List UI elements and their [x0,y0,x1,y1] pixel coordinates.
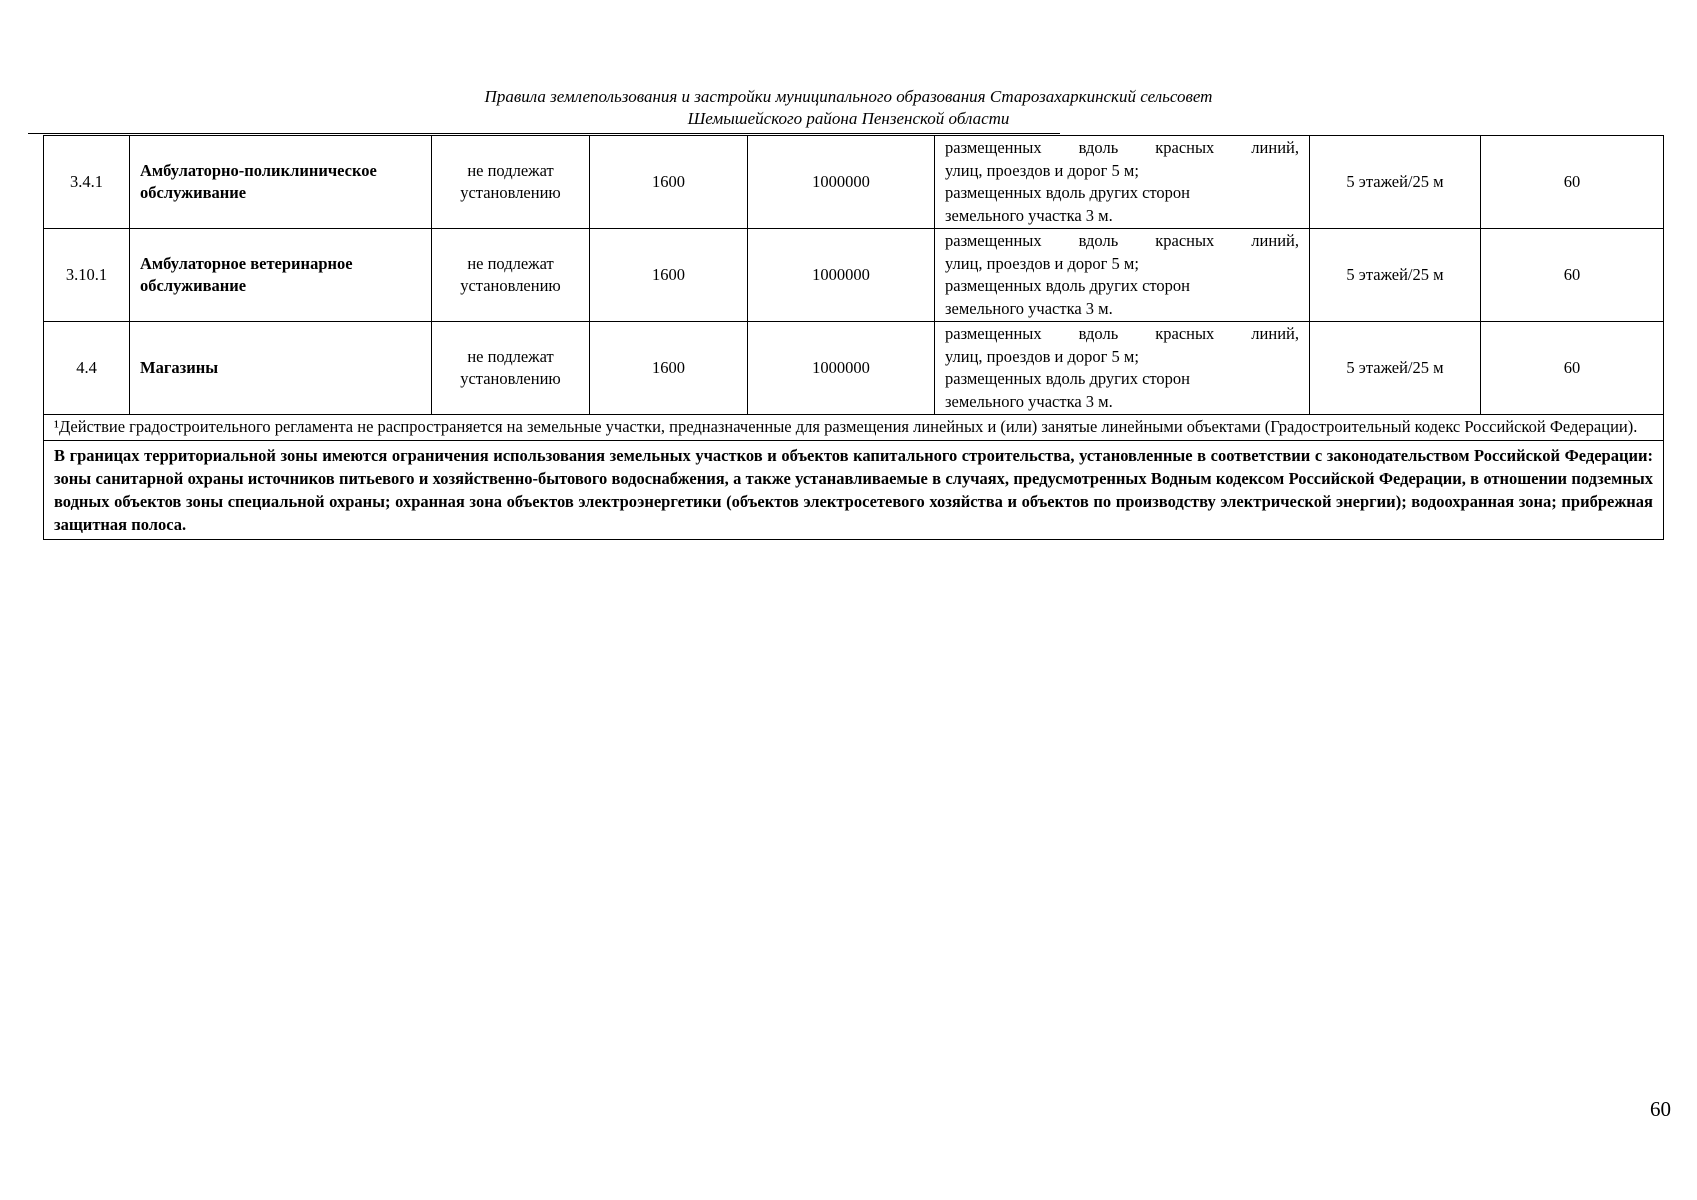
setback-line: размещенных вдоль красных линий, [945,324,1299,343]
min-area-cell: 1600 [590,229,748,322]
table-row [44,322,1664,415]
min-area-cell: 1600 [590,136,748,229]
footnote-cell [44,415,1664,441]
table-row [44,229,1664,322]
footnote-text: Действие градостроительного регламента не распространяется на земельные участки, предназначенные для размещения линейных и (или) занятые линейными объектами (Градостроительный кодекс Российской Федерации). [58,417,1638,436]
table-row [44,136,1664,229]
setback-line: улиц, проездов и дорог 5 м; [945,160,1139,180]
vri-name-cell: Амбулаторное ветеринарное обслуживание [130,229,432,322]
header-rule [28,133,1060,134]
min-area-cell: 1600 [590,322,748,415]
vri-code-cell: 4.4 [44,322,130,415]
setback-cell [935,136,1310,229]
setback-line: земельного участка 3 м. [945,205,1113,225]
restrictions-cell: В границах территориальной зоны имеются ограничения использования земельных участков и объектов капитального строительства, установленные в соответствии с законодательством Российской Федерации: зоны санитарной охраны источников питьевого и хозяйственно-бытового водоснабжения, а также устанавливаемые в случаях, предусмотренных Водным кодексом Российской Федерации, в отношении подземных водных объектов зоны специальной охраны; охранная зона объектов электроэнергетики (объектов электросетевого хозяйства и объектов по производству электрической энергии); водоохранная зона; прибрежная защитная полоса. [44,441,1664,540]
coverage-cell: 60 [1481,136,1664,229]
setback-line: земельного участка 3 м. [945,391,1113,411]
page-number: 60 [1650,1097,1671,1121]
setback-line: улиц, проездов и дорог 5 м; [945,253,1139,273]
setback-line: размещенных вдоль других сторон [945,369,1191,388]
setback-line: земельного участка 3 м. [945,298,1113,318]
running-header-line2: Шемышейского района Пензенской области [687,109,1010,128]
vri-code-cell: 3.10.1 [44,229,130,322]
height-cell: 5 этажей/25 м [1310,136,1481,229]
max-area-cell: 1000000 [748,322,935,415]
running-header-line1: Правила землепользования и застройки муниципального образования Старозахаркинский сельсовет [484,87,1213,106]
setback-cell [935,229,1310,322]
setback-line: размещенных вдоль красных линий, [945,231,1299,250]
running-header [0,86,1697,130]
max-area-cell: 1000000 [748,229,935,322]
setback-line: размещенных вдоль красных линий, [945,138,1299,157]
coverage-cell: 60 [1481,322,1664,415]
area-limit-cell: не подлежат установлению [432,229,590,322]
restrictions-row [44,441,1664,540]
height-cell: 5 этажей/25 м [1310,322,1481,415]
setback-cell [935,322,1310,415]
area-limit-cell: не подлежат установлению [432,136,590,229]
height-cell: 5 этажей/25 м [1310,229,1481,322]
setback-line: размещенных вдоль других сторон [945,183,1191,202]
vri-code-cell: 3.4.1 [44,136,130,229]
footnote-row [44,415,1664,441]
setback-line: улиц, проездов и дорог 5 м; [945,346,1139,366]
vri-name-cell: Амбулаторно-поликлиническое обслуживание [130,136,432,229]
setback-line: размещенных вдоль других сторон [945,276,1191,295]
max-area-cell: 1000000 [748,136,935,229]
area-limit-cell: не подлежат установлению [432,322,590,415]
vri-name-cell: Магазины [130,322,432,415]
footnote-mark: ¹ [54,417,59,436]
coverage-cell: 60 [1481,229,1664,322]
regulations-table [43,135,1664,540]
